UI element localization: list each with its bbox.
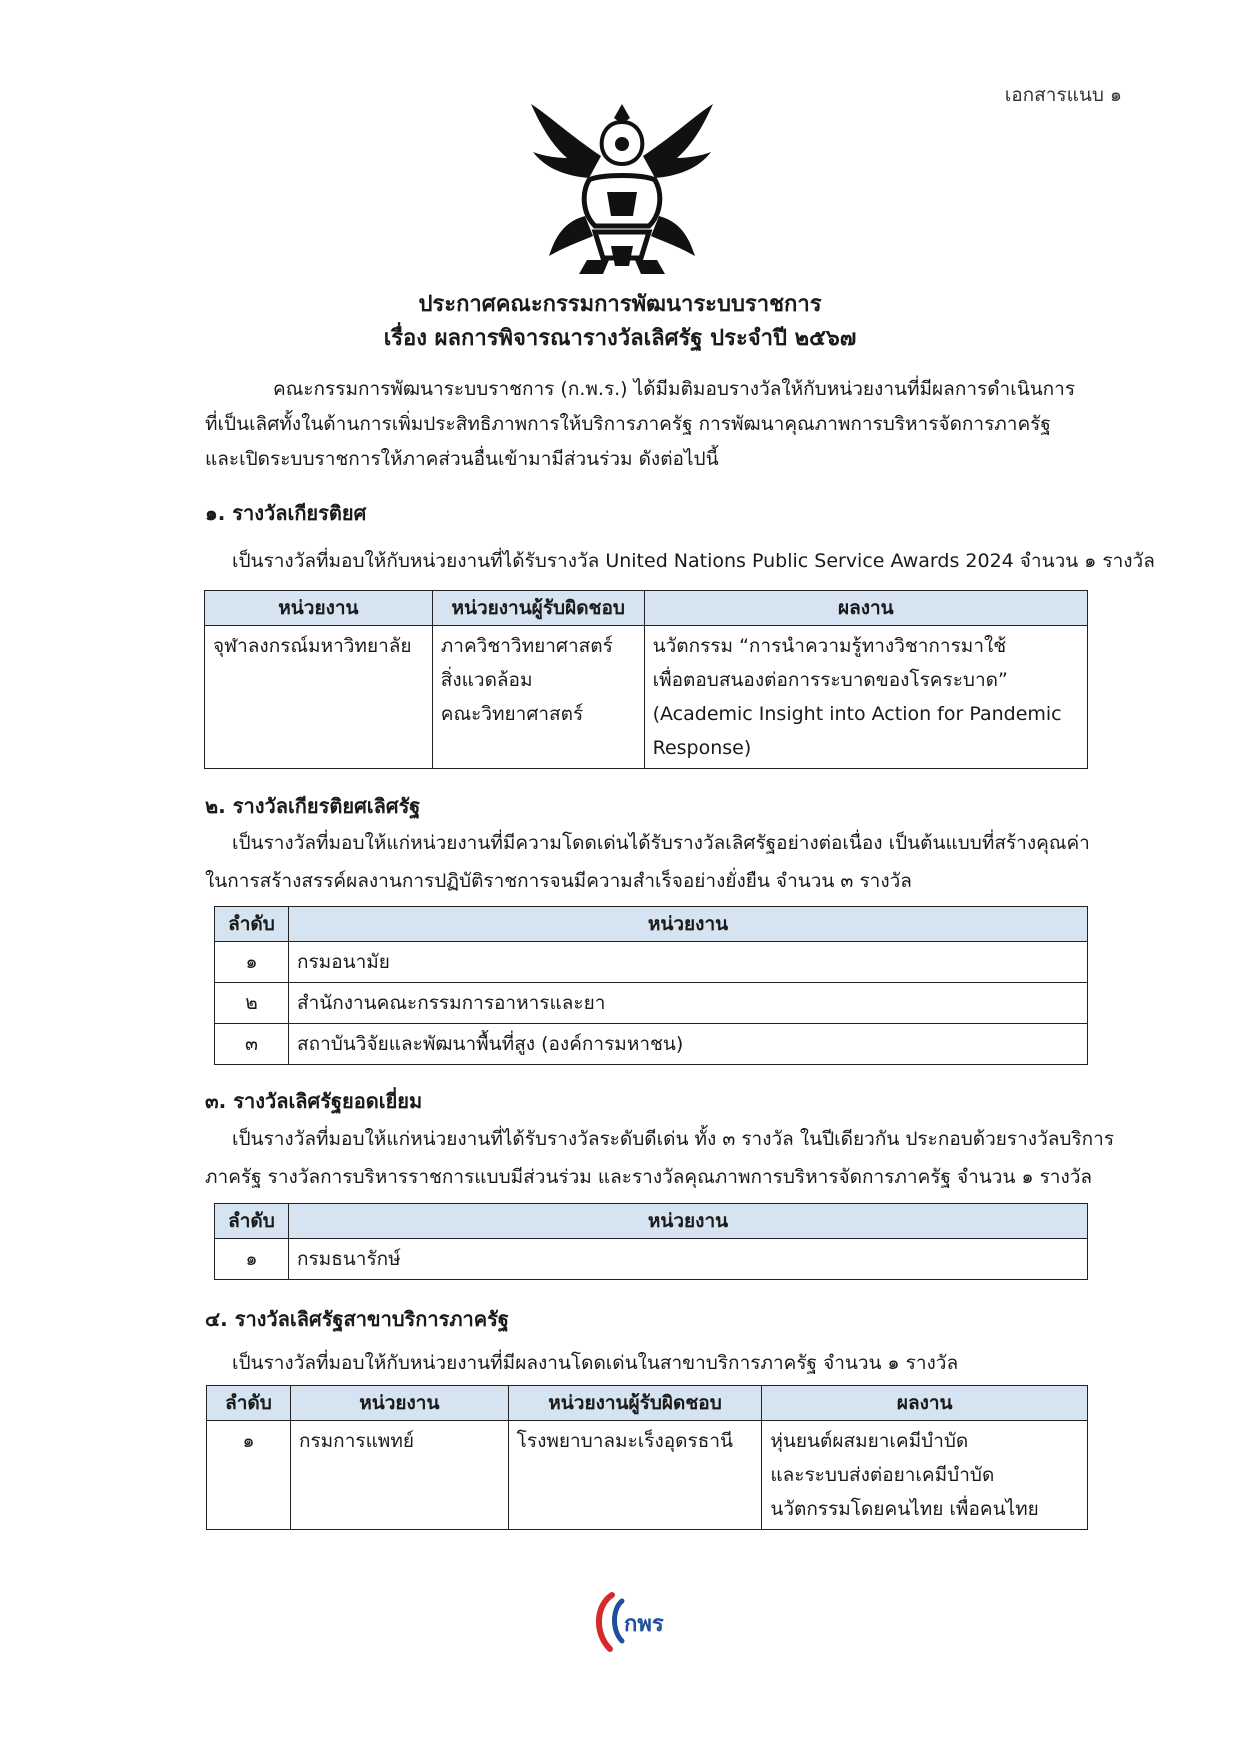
section1-heading: ๑. รางวัลเกียรติยศ [205,501,367,525]
responsible-cell [432,626,644,769]
column-header-work: ผลงาน [644,591,1087,626]
annex-label: เอกสารแนบ ๑ [1004,84,1122,106]
column-header-responsible: หน่วยงานผู้รับผิดชอบ [432,591,644,626]
responsible-line: สิ่งแวดล้อม [440,669,533,691]
work-cell [644,626,1087,769]
agency-cell: กรมอนามัย [288,942,1087,983]
column-header-agency: หน่วยงาน [288,907,1087,942]
table-row [205,626,1088,769]
work-line: และระบบส่งต่อยาเคมีบำบัด [770,1464,995,1486]
table-row [215,1024,1088,1065]
section4-description: เป็นรางวัลที่มอบให้กับหน่วยงานที่มีผลงานโดดเด่นในสาขาบริการภาครัฐ จำนวน ๑ รางวัล [232,1352,959,1374]
column-header-responsible: หน่วยงานผู้รับผิดชอบ [508,1386,762,1421]
table-row [215,983,1088,1024]
responsible-line: ภาควิชาวิทยาศาสตร์ [440,635,613,657]
responsible-cell: โรงพยาบาลมะเร็งอุดรธานี [508,1421,762,1530]
opdc-logo-text: กพร [624,1612,664,1637]
work-line: เพื่อตอบสนองต่อการระบาดของโรคระบาด” [652,669,1008,691]
column-header-order: ลำดับ [207,1386,291,1421]
agency-cell: จุฬาลงกรณ์มหาวิทยาลัย [205,626,433,769]
order-cell: ๓ [215,1024,289,1065]
order-cell: ๑ [215,942,289,983]
responsible-line: คณะวิทยาศาสตร์ [440,703,584,725]
section3-heading: ๓. รางวัลเลิศรัฐยอดเยี่ยม [205,1089,423,1113]
column-header-agency: หน่วยงาน [290,1386,508,1421]
work-line: Response) [652,737,752,759]
section1-table [204,590,1088,769]
section2-description-line1: เป็นรางวัลที่มอบให้แก่หน่วยงานที่มีความโดดเด่นได้รับรางวัลเลิศรัฐอย่างต่อเนื่อง เป็นต้นแบบที่สร้างคุณค่า [232,832,1090,854]
section2-table [214,906,1088,1065]
column-header-work: ผลงาน [762,1386,1088,1421]
garuda-emblem-icon [527,96,717,286]
work-cell [762,1421,1088,1530]
work-line: (Academic Insight into Action for Pandemic [652,703,1062,725]
section4-table [206,1385,1088,1530]
document-title-line1: ประกาศคณะกรรมการพัฒนาระบบราชการ [418,292,822,317]
section3-table [214,1203,1088,1280]
column-header-agency: หน่วยงาน [205,591,433,626]
column-header-order: ลำดับ [215,907,289,942]
table-row [215,1239,1088,1280]
order-cell: ๒ [215,983,289,1024]
document-title-line2: เรื่อง ผลการพิจารณารางวัลเลิศรัฐ ประจำปี ๒๕๖๗ [383,326,857,351]
order-cell: ๑ [207,1421,291,1530]
work-line: หุ่นยนต์ผสมยาเคมีบำบัด [770,1430,969,1452]
section2-heading: ๒. รางวัลเกียรติยศเลิศรัฐ [205,794,421,818]
column-header-agency: หน่วยงาน [288,1204,1087,1239]
agency-cell: สถาบันวิจัยและพัฒนาพื้นที่สูง (องค์การมหาชน) [288,1024,1087,1065]
agency-cell: กรมธนารักษ์ [288,1239,1087,1280]
order-cell: ๑ [215,1239,289,1280]
work-line: นวัตกรรมโดยคนไทย เพื่อคนไทย [770,1498,1039,1520]
section3-description-line2: ภาครัฐ รางวัลการบริหารราชการแบบมีส่วนร่วม และรางวัลคุณภาพการบริหารจัดการภาครัฐ จำนวน ๑ รางวัล [205,1166,1093,1188]
section2-description-line2: ในการสร้างสรรค์ผลงานการปฏิบัติราชการจนมีความสำเร็จอย่างยั่งยืน จำนวน ๓ รางวัล [205,870,912,892]
agency-cell: สำนักงานคณะกรรมการอาหารและยา [288,983,1087,1024]
section4-heading: ๔. รางวัลเลิศรัฐสาขาบริการภาครัฐ [205,1307,509,1331]
opdc-logo-icon [592,1587,674,1657]
section1-description: เป็นรางวัลที่มอบให้กับหน่วยงานที่ได้รับรางวัล United Nations Public Service Awards 2024 จำนวน ๑ รางวัล [232,550,1155,572]
table-row [215,942,1088,983]
column-header-order: ลำดับ [215,1204,289,1239]
table-row [207,1421,1088,1530]
agency-cell: กรมการแพทย์ [290,1421,508,1530]
intro-paragraph: คณะกรรมการพัฒนาระบบราชการ (ก.พ.ร.) ได้มีมติมอบรางวัลให้กับหน่วยงานที่มีผลการดำเนินการที่เป็นเลิศทั้งในด้านการเพิ่มประสิทธิภาพการให้บริการภาครัฐ การพัฒนาคุณภาพการบริหารจัดการภาครัฐ และเปิดระบบราชการให้ภาคส่วนอื่นเข้ามามีส่วนร่วม ดังต่อไปนี้ [205,378,1076,470]
work-line: นวัตกรรม “การนำความรู้ทางวิชาการมาใช้ [652,635,1007,657]
section3-description-line1: เป็นรางวัลที่มอบให้แก่หน่วยงานที่ได้รับรางวัลระดับดีเด่น ทั้ง ๓ รางวัล ในปีเดียวกัน ประกอบด้วยรางวัลบริการ [232,1128,1115,1150]
